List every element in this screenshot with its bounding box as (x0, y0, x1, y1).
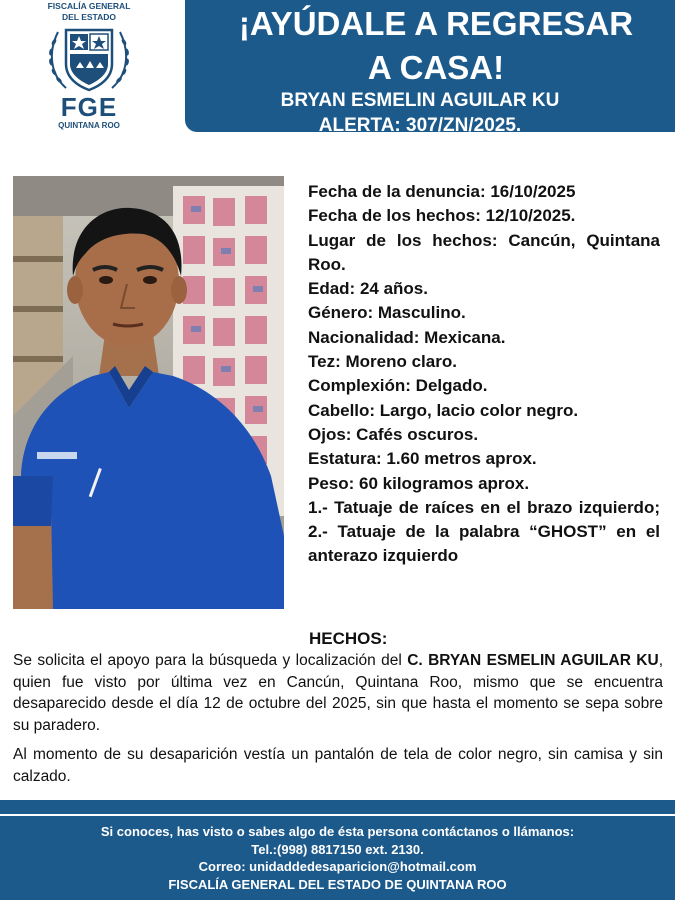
logo-bottom-text: QUINTANA ROO (58, 121, 120, 130)
person-name: BRYAN ESMELIN AGUILAR KU (280, 90, 560, 111)
detail-complexion-tone: Tez: Moreno claro. (308, 352, 457, 372)
detail-weight: Peso: 60 kilogramos aprox. (308, 473, 530, 493)
footer-phone: Tel.:(998) 8817150 ext. 2130. (251, 841, 424, 857)
person-details (308, 180, 660, 569)
person-photo-image (13, 176, 284, 609)
alert-number: ALERTA: 307/ZN/2025. (318, 115, 522, 136)
detail-tattoos: 1.- Tatuaje de raíces en el brazo izquierdo; 2.- Tatuaje de la palabra “GHOST” en el anterazo izquierdo (308, 497, 660, 566)
logo-acronym: FGE (60, 92, 118, 122)
facts-heading: HECHOS: (309, 629, 388, 648)
header-title-line2: A CASA! (367, 49, 505, 86)
facts-p1-start: Se solicita el apoyo para la búsqueda y localización del (13, 652, 408, 669)
detail-hair: Cabello: Largo, lacio color negro. (308, 400, 579, 420)
facts-paragraph-1 (13, 650, 663, 736)
person-photo (13, 176, 284, 609)
detail-event-date: Fecha de los hechos: 12/10/2025. (308, 206, 576, 226)
logo-top-text-2: DEL ESTADO (62, 12, 116, 22)
detail-gender: Género: Masculino. (308, 303, 466, 323)
contact-footer (0, 800, 675, 900)
footer-text (0, 823, 675, 893)
facts-p1-end: , quien fue visto por última vez en Cancún, Quintana Roo, mismo que se encuentra desaparecido desde el día 12 de octubre del 2025, sin que hasta el momento se sepa sobre su paradero. (13, 652, 663, 734)
detail-report-date: Fecha de la denuncia: 16/10/2025 (308, 182, 576, 201)
logo-top-text-1: FISCALÍA GENERAL (47, 1, 131, 11)
facts-text (13, 650, 663, 787)
detail-location: Lugar de los hechos: Cancún, Quintana Roo. (308, 230, 660, 274)
footer-email: Correo: unidaddedesaparicion@hotmail.com (198, 859, 477, 874)
fge-logo (30, 0, 148, 140)
detail-age: Edad: 24 años. (308, 279, 428, 299)
footer-agency: FISCALÍA GENERAL DEL ESTADO DE QUINTANA ROO (168, 876, 507, 892)
detail-nationality: Nacionalidad: Mexicana. (308, 327, 506, 347)
shield-emblem-icon (46, 24, 132, 94)
facts-p1-name: C. BRYAN ESMELIN AGUILAR KU (407, 652, 659, 669)
detail-height: Estatura: 1.60 metros aprox. (308, 449, 537, 469)
header-banner (185, 0, 675, 136)
header-title-line1: ¡AYÚDALE A REGRESAR (238, 5, 634, 42)
footer-divider (0, 814, 675, 816)
detail-eyes: Ojos: Cafés oscuros. (308, 424, 479, 444)
footer-contact-prompt: Si conoces, has visto o sabes algo de ésta persona contáctanos o llámanos: (100, 824, 575, 839)
facts-paragraph-2: Al momento de su desaparición vestía un pantalón de tela de color negro, sin camisa y sin calzado. (13, 746, 663, 785)
detail-build: Complexión: Delgado. (308, 376, 488, 396)
